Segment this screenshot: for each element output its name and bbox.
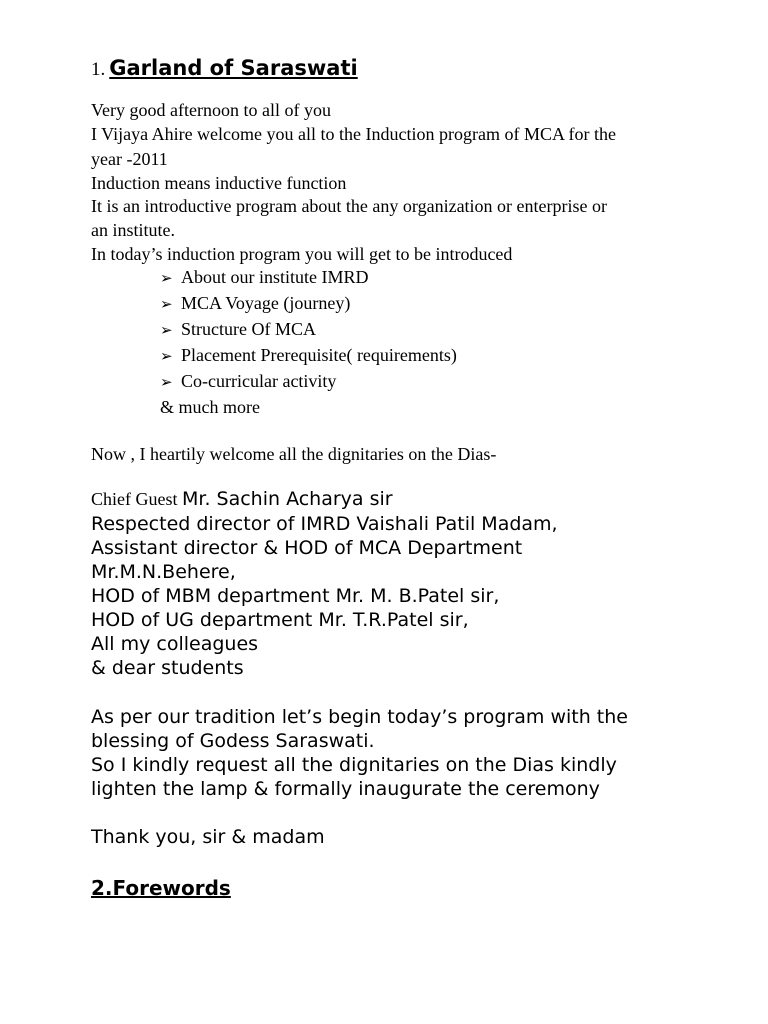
greeting-line: Very good afternoon to all of you xyxy=(91,100,331,120)
much-more-line: & much more xyxy=(160,397,260,417)
intro-line: year -2011 xyxy=(91,149,168,169)
list-item-text: MCA Voyage (journey) xyxy=(181,293,351,313)
arrow-bullet-icon: ➢ xyxy=(160,347,173,365)
tradition-line: blessing of Godess Saraswati. xyxy=(91,730,375,752)
list-item-text: Structure Of MCA xyxy=(181,319,316,339)
list-item xyxy=(160,294,350,312)
tradition-line: As per our tradition let’s begin today’s program with the xyxy=(91,706,628,728)
dignitary-line: Mr.M.N.Behere, xyxy=(91,561,236,583)
section-heading-2: 2.Forewords xyxy=(91,876,231,900)
arrow-bullet-icon: ➢ xyxy=(160,295,173,313)
list-item xyxy=(160,268,369,286)
intro-line: Induction means inductive function xyxy=(91,173,347,193)
dignitary-line: HOD of UG department Mr. T.R.Patel sir, xyxy=(91,609,469,631)
chief-guest-label: Chief Guest xyxy=(91,489,182,509)
section-heading-1 xyxy=(91,56,358,81)
arrow-bullet-icon: ➢ xyxy=(160,321,173,339)
chief-guest-name: Mr. Sachin Acharya sir xyxy=(181,488,393,510)
intro-line: It is an introductive program about the any organization or enterprise or xyxy=(91,196,608,216)
list-item-text: Co-curricular activity xyxy=(181,371,337,391)
list-item xyxy=(160,372,336,390)
list-item-text: Placement Prerequisite( requirements) xyxy=(181,345,457,365)
intro-line: In today’s induction program you will get to be introduced xyxy=(91,244,513,264)
arrow-bullet-icon: ➢ xyxy=(160,269,173,287)
welcome-line: Now , I heartily welcome all the dignitaries on the Dias- xyxy=(91,444,497,464)
arrow-bullet-icon: ➢ xyxy=(160,373,173,391)
intro-line: I Vijaya Ahire welcome you all to the Induction program of MCA for the xyxy=(91,124,616,144)
dignitary-line: HOD of MBM department Mr. M. B.Patel sir, xyxy=(91,585,500,607)
dignitary-line: Assistant director & HOD of MCA Department xyxy=(91,537,523,559)
tradition-line: lighten the lamp & formally inaugurate the ceremony xyxy=(91,778,600,800)
thanks-line: Thank you, sir & madam xyxy=(91,826,325,848)
dignitary-line: & dear students xyxy=(91,657,244,679)
chief-guest-line xyxy=(91,490,393,509)
list-item xyxy=(160,346,457,364)
list-item xyxy=(160,320,316,338)
section-title: Garland of Saraswati xyxy=(109,56,358,80)
list-item-text: About our institute IMRD xyxy=(181,267,369,287)
dignitary-line: Respected director of IMRD Vaishali Patil Madam, xyxy=(91,513,558,535)
tradition-line: So I kindly request all the dignitaries on the Dias kindly xyxy=(91,754,617,776)
section-number: 1. xyxy=(91,59,106,80)
dignitary-line: All my colleagues xyxy=(91,633,259,655)
intro-line: an institute. xyxy=(91,220,175,240)
